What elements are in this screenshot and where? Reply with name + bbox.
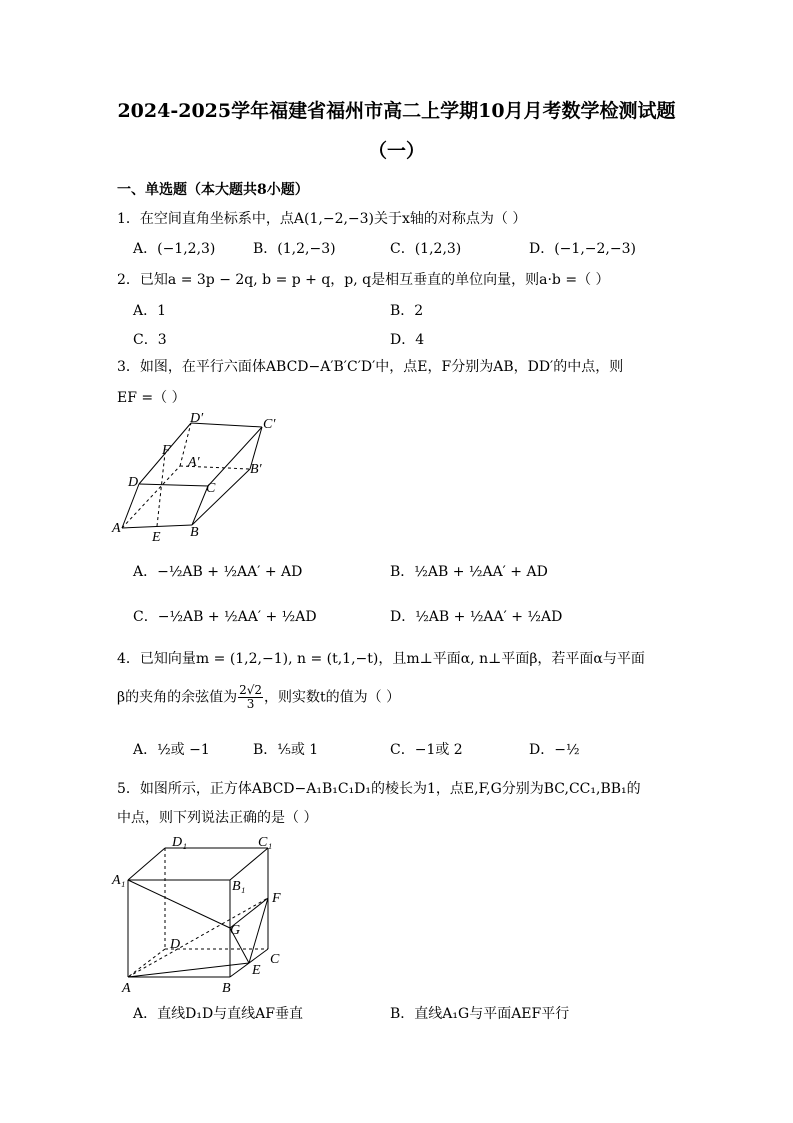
q3-option-a: A．−½AB + ½AA′ + AD	[133, 564, 303, 580]
label-d-prime: D′	[190, 411, 204, 426]
q4-frac-num: 2√2	[239, 683, 263, 697]
q4-option-d: D．−½	[529, 742, 580, 758]
q1-option-d: D．(−1,−2,−3)	[529, 241, 636, 257]
label-c: C	[206, 481, 216, 496]
label-a: A	[112, 521, 121, 536]
q4-stem-prefix: β的夹角的余弦值为	[117, 689, 238, 706]
q4-frac-den: 3	[246, 697, 255, 711]
q4-stem-line2	[117, 684, 400, 711]
q1-option-c: C．(1,2,3)	[390, 241, 462, 257]
section-heading: 一、单选题（本大题共8小题）	[117, 182, 309, 198]
label-e: E	[152, 530, 161, 543]
parallelepiped-figure	[110, 408, 290, 543]
q2-option-a: A．1	[133, 303, 167, 319]
q3-option-c: C．−½AB + ½AA′ + ½AD	[133, 609, 317, 625]
label-a: A	[122, 981, 131, 994]
page-title: 2024-2025学年福建省福州市高二上学期10月月考数学检测试题	[117, 100, 676, 122]
label-a1: A₁	[112, 873, 126, 888]
label-g: G	[230, 923, 241, 938]
label-d1: D₁	[172, 835, 187, 850]
q4-option-b: B．⅕或 1	[253, 742, 319, 758]
q4-option-c: C．−1或 2	[390, 742, 463, 758]
page-subtitle: （一）	[367, 140, 425, 162]
q2-stem: 2．已知a = 3p − 2q, b = p + q，p, q是相互垂直的单位向量，则a·b =（ ）	[117, 272, 610, 288]
q5-stem-line2: 中点，则下列说法正确的是（ ）	[117, 810, 318, 826]
q5-option-a: A．直线D₁D与直线AF垂直	[133, 1006, 303, 1022]
label-b-prime: B′	[250, 462, 262, 477]
q1-stem: 1．在空间直角坐标系中，点A(1,−2,−3)关于x轴的对称点为（ ）	[117, 211, 527, 227]
label-d: D	[128, 475, 139, 490]
q5-stem-line1: 5．如图所示，正方体ABCD−A₁B₁C₁D₁的棱长为1，点E,F,G分别为BC,CC₁,BB₁的	[117, 781, 641, 797]
label-c: C	[270, 952, 280, 967]
q4-stem-suffix: ，则实数t的值为（ ）	[264, 689, 401, 706]
q3-option-b: B．½AB + ½AA′ + AD	[390, 564, 548, 580]
label-b: B	[222, 981, 231, 994]
label-b1: B₁	[232, 879, 246, 894]
label-a-prime: A′	[188, 455, 200, 470]
label-e: E	[252, 963, 261, 978]
q1-option-a: A．(−1,2,3)	[133, 241, 216, 257]
q2-option-d: D．4	[390, 332, 425, 348]
q3-option-d: D．½AB + ½AA′ + ½AD	[390, 609, 563, 625]
q5-option-b: B．直线A₁G与平面AEF平行	[390, 1006, 570, 1022]
q2-option-b: B．2	[390, 303, 424, 319]
label-b: B	[190, 525, 199, 540]
label-f: F	[272, 891, 281, 906]
q2-option-c: C．3	[133, 332, 167, 348]
q3-stem-line2: EF =（ ）	[117, 390, 186, 406]
label-f: F	[162, 443, 171, 458]
cube-figure	[110, 832, 295, 994]
label-c1: C₁	[258, 835, 273, 850]
q1-option-b: B．(1,2,−3)	[253, 241, 336, 257]
label-d: D	[170, 937, 181, 952]
label-c-prime: C′	[263, 417, 276, 432]
q4-fraction	[238, 684, 263, 711]
q4-stem-line1: 4．已知向量m = (1,2,−1), n = (t,1,−t)，且m⊥平面α, n⊥平面β，若平面α与平面	[117, 651, 645, 667]
q3-stem-line1: 3．如图，在平行六面体ABCD−A′B′C′D′中，点E，F分别为AB，DD′的中点，则	[117, 359, 624, 375]
q4-option-a: A．½或 −1	[133, 742, 210, 758]
